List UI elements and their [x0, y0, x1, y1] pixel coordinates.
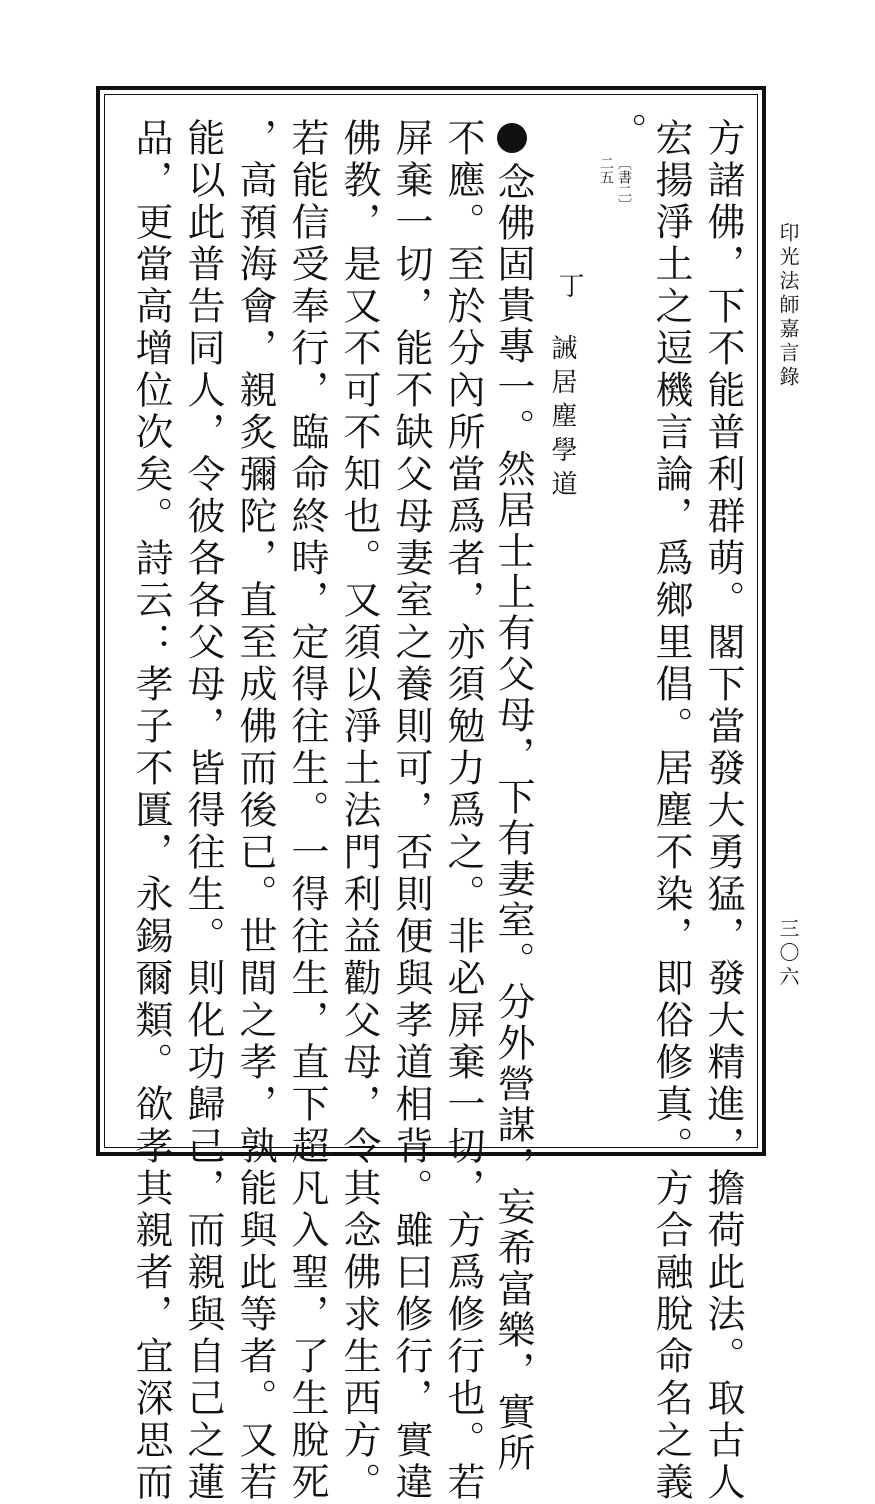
paragraph-bullet-icon: [497, 123, 527, 153]
text-column-1: 方諸佛，下不能普利群萌。閣下當發大勇猛，發大精進，擔荷此法。取古人: [701, 118, 745, 1504]
text-column-4: 念佛固貴專一。然居士上有父母，下有妻室。分外營謀，妄希富樂，實所: [491, 162, 535, 1474]
section-label: 丁: [554, 272, 584, 304]
text-column-6: 屏棄一切，能不缺父母妻室之養則可，否則便與孝道相背。雖曰修行，實違: [389, 118, 433, 1504]
text-column-5: 不應。至於分內所當爲者，亦須勉力爲之。非必屏棄一切，方爲修行也。若: [441, 118, 485, 1504]
running-title: 印光法師嘉言錄: [776, 222, 800, 390]
text-column-3: 。: [603, 112, 647, 154]
text-column-10: 能以此普告同人，令彼各各父母，皆得往生。則化功歸己，而親與自己之蓮: [181, 118, 225, 1504]
text-column-9: ，高預海會，親炙彌陀，直至成佛而後已。世間之孝，孰能與此等者。又若: [233, 118, 277, 1504]
page-number: 三〇六: [776, 918, 800, 990]
text-column-7: 佛教，是又不可不知也。又須以淨土法門利益勸父母，令其念佛求生西方。: [337, 118, 381, 1504]
source-reference-line2: 二五: [598, 156, 614, 184]
source-reference-line1: 〔書二〕: [616, 156, 632, 212]
text-column-2: 宏揚淨土之逗機言論，爲鄉里倡。居塵不染，即俗修真。方合融脫命名之義: [649, 118, 693, 1504]
text-column-8: 若能信受奉行，臨命終時，定得往生。一得往生，直下超凡入聖，了生脫死: [285, 118, 329, 1504]
source-reference: [594, 156, 638, 236]
section-title: 誡居塵學道: [547, 334, 577, 504]
text-column-11: 品，更當高增位次矣。詩云：孝子不匱，永錫爾類。欲孝其親者，宜深思而: [129, 118, 173, 1504]
